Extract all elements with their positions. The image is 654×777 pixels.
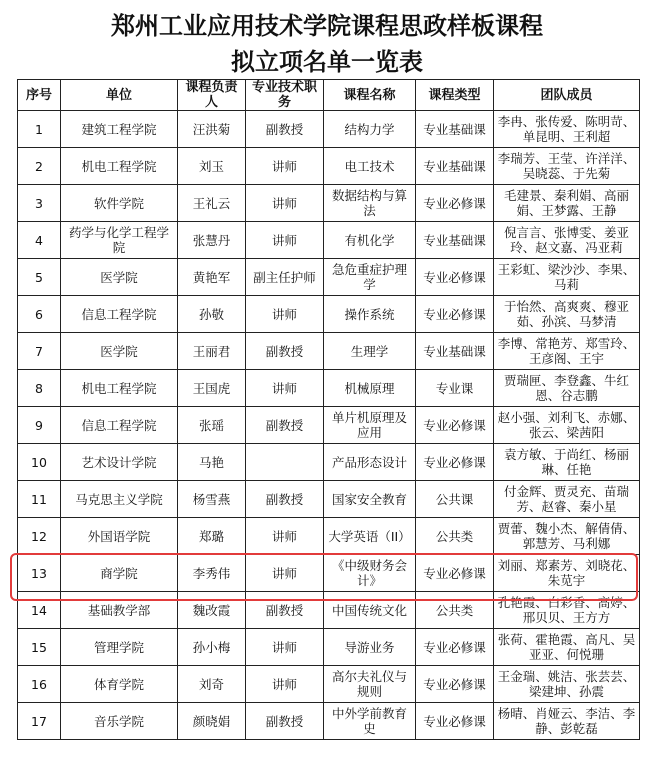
cell-no: 10 bbox=[18, 444, 61, 481]
cell-unit: 艺术设计学院 bbox=[61, 444, 178, 481]
header-no: 序号 bbox=[18, 80, 61, 111]
cell-type: 公共课 bbox=[416, 481, 494, 518]
cell-unit: 体育学院 bbox=[61, 666, 178, 703]
cell-title: 副教授 bbox=[246, 333, 324, 370]
header-type: 课程类型 bbox=[416, 80, 494, 111]
course-list-table bbox=[17, 79, 640, 740]
cell-title: 讲师 bbox=[246, 370, 324, 407]
cell-unit: 软件学院 bbox=[61, 185, 178, 222]
cell-type: 专业基础课 bbox=[416, 333, 494, 370]
cell-unit: 基础教学部 bbox=[61, 592, 178, 629]
cell-members: 王彩虹、梁沙沙、李果、马莉 bbox=[494, 259, 640, 296]
cell-type: 专业基础课 bbox=[416, 111, 494, 148]
cell-course: 单片机原理及应用 bbox=[324, 407, 416, 444]
cell-leader: 孙小梅 bbox=[178, 629, 246, 666]
cell-members: 李博、常艳芳、郑雪玲、王彦阁、王宇 bbox=[494, 333, 640, 370]
cell-leader: 马艳 bbox=[178, 444, 246, 481]
table-row bbox=[18, 333, 640, 370]
cell-unit: 商学院 bbox=[61, 555, 178, 592]
cell-members: 赵小强、刘利飞、赤娜、张云、梁茜阳 bbox=[494, 407, 640, 444]
header-unit: 单位 bbox=[61, 80, 178, 111]
cell-course: 操作系统 bbox=[324, 296, 416, 333]
cell-no: 8 bbox=[18, 370, 61, 407]
cell-leader: 杨雪燕 bbox=[178, 481, 246, 518]
cell-unit: 医学院 bbox=[61, 333, 178, 370]
cell-title: 讲师 bbox=[246, 185, 324, 222]
cell-no: 1 bbox=[18, 111, 61, 148]
cell-no: 14 bbox=[18, 592, 61, 629]
cell-no: 16 bbox=[18, 666, 61, 703]
table-row bbox=[18, 666, 640, 703]
cell-leader: 张瑶 bbox=[178, 407, 246, 444]
cell-leader: 刘奇 bbox=[178, 666, 246, 703]
cell-title: 讲师 bbox=[246, 666, 324, 703]
cell-type: 专业必修课 bbox=[416, 629, 494, 666]
header-leader: 课程负责人 bbox=[178, 80, 246, 111]
cell-members: 李瑞芳、王莹、许洋洋、吴晓蕊、于先菊 bbox=[494, 148, 640, 185]
document-title-line1: 郑州工业应用技术学院课程思政样板课程 bbox=[111, 11, 543, 40]
cell-title bbox=[246, 444, 324, 481]
cell-members: 于怡然、高爽爽、穆亚茹、孙滨、马梦清 bbox=[494, 296, 640, 333]
cell-course: 国家安全教育 bbox=[324, 481, 416, 518]
cell-no: 11 bbox=[18, 481, 61, 518]
cell-leader: 李秀伟 bbox=[178, 555, 246, 592]
table-row bbox=[18, 148, 640, 185]
cell-leader: 汪洪菊 bbox=[178, 111, 246, 148]
cell-unit: 外国语学院 bbox=[61, 518, 178, 555]
cell-unit: 机电工程学院 bbox=[61, 148, 178, 185]
cell-type: 专业必修课 bbox=[416, 296, 494, 333]
table-row bbox=[18, 296, 640, 333]
cell-title: 讲师 bbox=[246, 222, 324, 259]
cell-no: 13 bbox=[18, 555, 61, 592]
cell-title: 讲师 bbox=[246, 296, 324, 333]
cell-course: 高尔夫礼仪与规则 bbox=[324, 666, 416, 703]
cell-unit: 信息工程学院 bbox=[61, 296, 178, 333]
cell-leader: 刘玉 bbox=[178, 148, 246, 185]
cell-title: 讲师 bbox=[246, 555, 324, 592]
cell-members: 付金辉、贾灵充、苗瑞芳、赵睿、秦小星 bbox=[494, 481, 640, 518]
cell-unit: 音乐学院 bbox=[61, 703, 178, 740]
cell-leader: 张慧丹 bbox=[178, 222, 246, 259]
cell-course: 急危重症护理学 bbox=[324, 259, 416, 296]
cell-type: 专业必修课 bbox=[416, 444, 494, 481]
header-title: 专业技术职务 bbox=[246, 80, 324, 111]
cell-unit: 机电工程学院 bbox=[61, 370, 178, 407]
cell-title: 讲师 bbox=[246, 518, 324, 555]
document-title-line2: 拟立项名单一览表 bbox=[231, 47, 423, 76]
cell-no: 9 bbox=[18, 407, 61, 444]
cell-title: 副教授 bbox=[246, 407, 324, 444]
cell-members: 张荷、霍艳霞、高凡、吴亚亚、何悦珊 bbox=[494, 629, 640, 666]
table-row bbox=[18, 370, 640, 407]
cell-title: 讲师 bbox=[246, 148, 324, 185]
cell-type: 专业必修课 bbox=[416, 555, 494, 592]
cell-course: 生理学 bbox=[324, 333, 416, 370]
cell-course: 导游业务 bbox=[324, 629, 416, 666]
cell-title: 副教授 bbox=[246, 481, 324, 518]
cell-type: 公共类 bbox=[416, 592, 494, 629]
cell-no: 5 bbox=[18, 259, 61, 296]
cell-course: 产品形态设计 bbox=[324, 444, 416, 481]
table-row bbox=[18, 555, 640, 592]
cell-no: 15 bbox=[18, 629, 61, 666]
cell-course: 机械原理 bbox=[324, 370, 416, 407]
cell-no: 7 bbox=[18, 333, 61, 370]
cell-members: 李冉、张传爱、陈明苛、单昆明、王利超 bbox=[494, 111, 640, 148]
cell-title: 副主任护师 bbox=[246, 259, 324, 296]
cell-leader: 王礼云 bbox=[178, 185, 246, 222]
header-course: 课程名称 bbox=[324, 80, 416, 111]
cell-type: 专业基础课 bbox=[416, 148, 494, 185]
table-row bbox=[18, 629, 640, 666]
table-row bbox=[18, 222, 640, 259]
cell-title: 副教授 bbox=[246, 111, 324, 148]
table-row bbox=[18, 592, 640, 629]
cell-members: 倪言言、张博雯、姜亚玲、赵文嘉、冯亚莉 bbox=[494, 222, 640, 259]
table-row bbox=[18, 481, 640, 518]
cell-no: 2 bbox=[18, 148, 61, 185]
cell-members: 杨晴、肖娅云、李洁、李静、彭乾磊 bbox=[494, 703, 640, 740]
cell-members: 王金瑞、姚洁、张芸芸、梁建坤、孙震 bbox=[494, 666, 640, 703]
table-header-row bbox=[18, 80, 640, 111]
cell-leader: 魏改霞 bbox=[178, 592, 246, 629]
cell-unit: 马克思主义学院 bbox=[61, 481, 178, 518]
cell-leader: 王国虎 bbox=[178, 370, 246, 407]
table-row bbox=[18, 407, 640, 444]
cell-leader: 王丽君 bbox=[178, 333, 246, 370]
cell-members: 刘丽、郑素芳、刘晓花、朱苋宇 bbox=[494, 555, 640, 592]
cell-title: 副教授 bbox=[246, 592, 324, 629]
cell-no: 17 bbox=[18, 703, 61, 740]
table-row bbox=[18, 444, 640, 481]
cell-unit: 信息工程学院 bbox=[61, 407, 178, 444]
table-row bbox=[18, 703, 640, 740]
cell-course: 电工技术 bbox=[324, 148, 416, 185]
cell-title: 讲师 bbox=[246, 629, 324, 666]
cell-leader: 郑璐 bbox=[178, 518, 246, 555]
cell-unit: 管理学院 bbox=[61, 629, 178, 666]
cell-type: 专业必修课 bbox=[416, 259, 494, 296]
cell-course: 数据结构与算法 bbox=[324, 185, 416, 222]
cell-course: 大学英语（II） bbox=[324, 518, 416, 555]
cell-unit: 建筑工程学院 bbox=[61, 111, 178, 148]
cell-course: 有机化学 bbox=[324, 222, 416, 259]
cell-course: 结构力学 bbox=[324, 111, 416, 148]
cell-course: 中国传统文化 bbox=[324, 592, 416, 629]
cell-unit: 医学院 bbox=[61, 259, 178, 296]
cell-no: 12 bbox=[18, 518, 61, 555]
cell-type: 专业基础课 bbox=[416, 222, 494, 259]
table-row bbox=[18, 111, 640, 148]
cell-type: 专业必修课 bbox=[416, 407, 494, 444]
cell-type: 专业课 bbox=[416, 370, 494, 407]
cell-members: 贾蕾、魏小杰、解倩倩、郭慧芳、马利娜 bbox=[494, 518, 640, 555]
table-row bbox=[18, 185, 640, 222]
cell-type: 公共类 bbox=[416, 518, 494, 555]
header-members: 团队成员 bbox=[494, 80, 640, 111]
table-row bbox=[18, 259, 640, 296]
cell-course: 中外学前教育史 bbox=[324, 703, 416, 740]
cell-course: 《中级财务会计》 bbox=[324, 555, 416, 592]
cell-no: 6 bbox=[18, 296, 61, 333]
cell-members: 毛建景、秦利娟、高丽娟、王梦露、王静 bbox=[494, 185, 640, 222]
cell-leader: 颜晓娟 bbox=[178, 703, 246, 740]
table-row bbox=[18, 518, 640, 555]
cell-members: 贾瑞匣、李登鑫、牛红恩、谷志鹏 bbox=[494, 370, 640, 407]
cell-no: 4 bbox=[18, 222, 61, 259]
cell-leader: 黄艳军 bbox=[178, 259, 246, 296]
cell-title: 副教授 bbox=[246, 703, 324, 740]
cell-type: 专业必修课 bbox=[416, 666, 494, 703]
cell-members: 孔艳霞、白彩香、高婷、邢贝贝、王方方 bbox=[494, 592, 640, 629]
cell-no: 3 bbox=[18, 185, 61, 222]
cell-type: 专业必修课 bbox=[416, 703, 494, 740]
cell-members: 袁方敏、于尚红、杨丽琳、任艳 bbox=[494, 444, 640, 481]
cell-unit: 药学与化学工程学院 bbox=[61, 222, 178, 259]
cell-leader: 孙敬 bbox=[178, 296, 246, 333]
cell-type: 专业必修课 bbox=[416, 185, 494, 222]
